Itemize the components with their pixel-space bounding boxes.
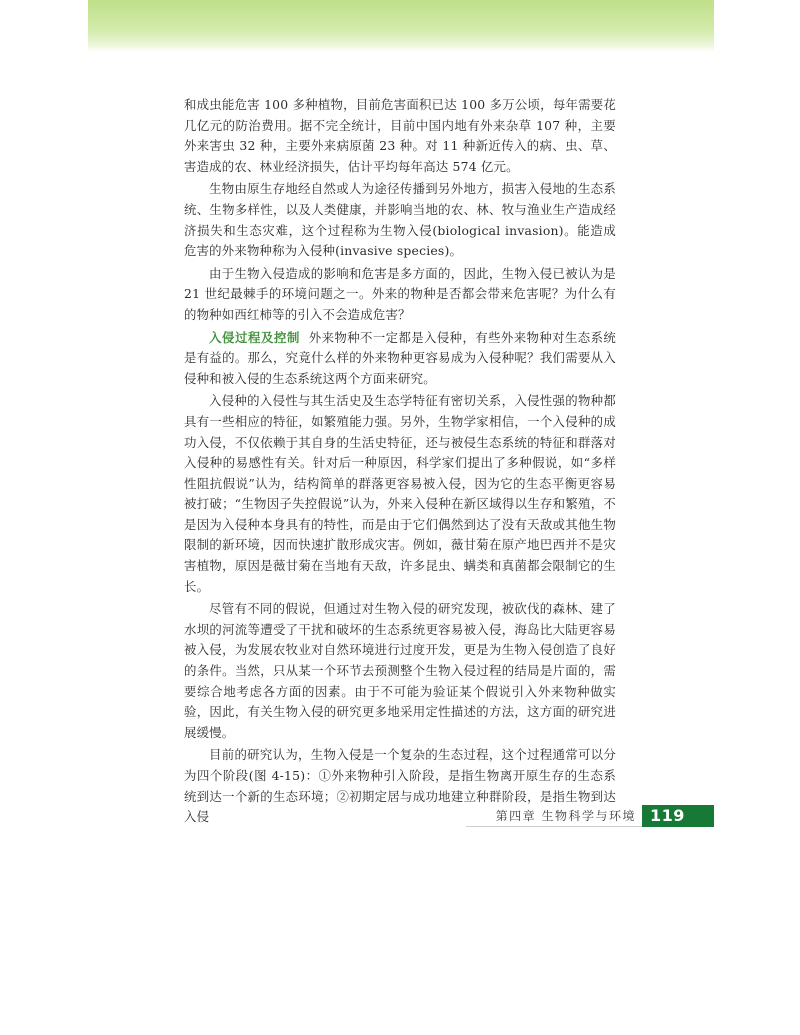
top-color-band (88, 0, 714, 52)
chapter-label: 第四章 生物科学与环境 (495, 809, 636, 823)
paragraph-5: 入侵种的入侵性与其生活史及生态学特征有密切关系，入侵性强的物种都具有一些相应的特征，如繁殖能力强。另外，生物学家相信，一个入侵种的成功入侵，不仅依赖于其自身的生活史特征，还与被侵生态系统的特征和群落对入侵种的易感性有关。针对后一种原因，科学家们提出了多种假说，如“多样性阻抗假说”认为，结构简单的群落更容易被入侵，因为它的生态平衡更容易被打破；“生物因子失控假说”认为，外来入侵种在新区域得以生存和繁殖，不是因为入侵种本身具有的特性，而是由于它们偶然到达了没有天敌或其他生物限制的新环境，因而快速扩散形成灾害。例如，薇甘菊在原产地巴西并不是灾害植物，原因是薇甘菊在当地有天敌，许多昆虫、螨类和真菌都会限制它的生长。 (184, 393, 616, 594)
section-paragraph (184, 328, 616, 390)
footer-rule (466, 826, 642, 827)
page-footer (466, 805, 714, 827)
paragraph-1: 和成虫能危害 100 多种植物，目前危害面积已达 100 多万公顷，每年需要花几亿元的防治费用。据不完全统计，目前中国内地有外来杂草 107 种，主要外来害虫 32 种，主要外来病原菌 23 种。对 11 种新近传入的病、虫、草、害造成的农、林业经济损失，估计平均每年高达 574 亿元。 (184, 97, 616, 174)
paragraph-2: 生物由原生存地经自然或人为途径传播到另外地方，损害入侵地的生态系统、生物多样性，以及人类健康，并影响当地的农、林、牧与渔业生产造成经济损失和生态灾难，这个过程称为生物入侵(biological invasion)。能造成危害的外来物种称为入侵种(invasive species)。 (184, 181, 616, 259)
paragraph-6: 尽管有不同的假说，但通过对生物入侵的研究发现，被砍伐的森林、建了水坝的河流等遭受了干扰和破坏的生态系统更容易被入侵，海岛比大陆更容易被入侵，为发展农牧业对自然环境进行过度开发，更是为生物入侵创造了良好的条件。当然，只从某一个环节去预测整个生物入侵过程的结局是片面的，需要综合地考虑各方面的因素。由于不可能为验证某个假说引入外来物种做实验，因此，有关生物入侵的研究更多地采用定性描述的方法，这方面的研究进展缓慢。 (184, 601, 616, 740)
paragraph-3: 由于生物入侵造成的影响和危害是多方面的，因此，生物入侵已被认为是 21 世纪最棘手的环境问题之一。外来的物种是否都会带来危害呢？为什么有的物种如西红柿等的引入不会造成危害？ (184, 265, 616, 322)
section-heading: 入侵过程及控制 (209, 329, 301, 345)
page-number: 119 (650, 806, 685, 825)
paragraph-7: 目前的研究认为，生物入侵是一个复杂的生态过程，这个过程通常可以分为四个阶段(图 4-15)：①外来物种引入阶段，是指生物离开原生存的生态系统到达一个新的生态环境；②初期定居与成功地建立种群阶段，是指生物到达入侵 (184, 747, 616, 825)
section-text: 外来物种不一定都是入侵种，有些外来物种对生态系统是有益的。那么，究竟什么样的外来物种更容易成为入侵种呢？我们需要从入侵种和被入侵的生态系统这两个方面来研究。 (184, 329, 616, 386)
page-number-box (642, 805, 714, 827)
body-text (184, 95, 616, 828)
